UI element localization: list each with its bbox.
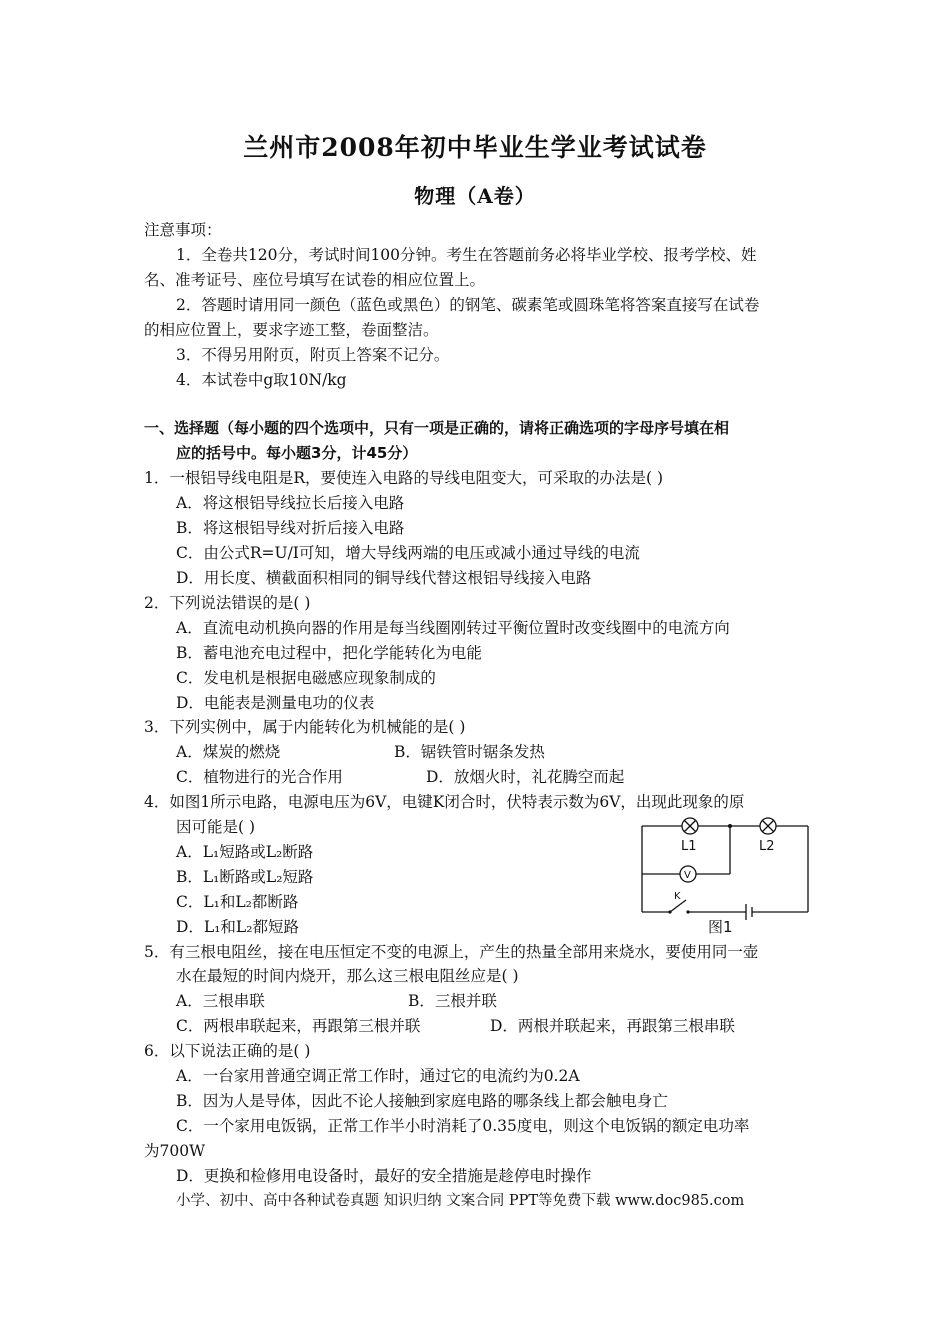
notes-item-2-cont: 的相应位置上，要求字迹工整，卷面整洁。 [144,321,439,339]
notes-item-3: 3．不得另用附页，附页上答案不记分。 [176,346,450,364]
question-1-option-d: D．用长度、横截面积相同的铜导线代替这根铝导线接入电路 [176,569,592,587]
circuit-diagram-figure-1 [636,814,814,938]
question-6-option-c-cont: 为700W [144,1142,206,1160]
question-5-stem-cont: 水在最短的时间内烧开，那么这三根电阻丝应是( ) [176,967,519,985]
question-3-stem: 3．下列实例中，属于内能转化为机械能的是( ) [144,718,466,736]
notes-item-1: 1．全卷共120分，考试时间100分钟。考生在答题前务必将毕业学校、报考学校、姓 [176,246,757,264]
notes-item-1-cont: 名、准考证号、座位号填写在试卷的相应位置上。 [144,271,486,289]
question-1-stem: 1．一根铝导线电阻是R，要使连入电路的导线电阻变大，可采取的办法是( ) [144,469,664,487]
notes-heading: 注意事项： [144,221,222,239]
question-6-option-a: A．一台家用普通空调正常工作时，通过它的电流约为0.2A [176,1067,580,1085]
question-6-stem: 6．以下说法正确的是( ) [144,1042,311,1060]
question-4-option-d: D．L₁和L₂都短路 [176,918,299,936]
question-5-option-b: B．三根并联 [408,992,497,1010]
figure-caption: 图1 [708,918,733,936]
exam-subtitle: 物理（A卷） [414,184,536,208]
question-5-option-a: A．三根串联 [176,992,265,1010]
question-6-option-c: C．一个家用电饭锅，正常工作半小时消耗了0.35度电，则这个电饭锅的额定电功率 [176,1117,750,1135]
footer-note: 小学、初中、高中各种试卷真题 知识归纳 文案合同 PPT等免费下载 www.doc985.com [176,1193,745,1209]
question-2-option-d: D．电能表是测量电功的仪表 [176,694,375,712]
question-1-option-b: B．将这根铝导线对折后接入电路 [176,519,405,537]
question-3-option-b: B．锯铁管时锯条发热 [394,743,545,761]
voltmeter-label: V [684,870,691,881]
junction-dot [728,824,732,828]
question-3-option-a: A．煤炭的燃烧 [176,743,281,761]
question-6-option-b: B．因为人是导体，因此不论人接触到家庭电路的哪条线上都会触电身亡 [176,1092,668,1110]
question-4-stem: 4．如图1所示电路，电源电压为6V，电键K闭合时，伏特表示数为6V，出现此现象的原 [144,793,745,811]
lamp-l2-label: L2 [759,839,775,854]
question-2-option-c: C．发电机是根据电磁感应现象制成的 [176,669,436,687]
question-4-option-c: C．L₁和L₂都断路 [176,893,299,911]
switch-contact-dot [668,910,671,913]
section-heading-cont: 应的括号中。每小题3分，计45分） [176,444,418,462]
notes-item-4: 4．本试卷中g取10N/kg [176,371,347,389]
question-5-option-c: C．两根串联起来，再跟第三根并联 [176,1017,421,1035]
section-heading: 一、选择题（每小题的四个选项中，只有一项是正确的，请将正确选项的字母序号填在相 [144,419,730,437]
lamp-l1-label: L1 [681,839,697,854]
question-4-option-b: B．L₁断路或L₂短路 [176,868,314,886]
question-6-option-d: D．更换和检修用电设备时，最好的安全措施是趁停电时操作 [176,1167,592,1185]
question-5-option-d: D．两根并联起来，再跟第三根串联 [490,1017,735,1035]
question-4-stem-cont: 因可能是( ) [176,818,256,836]
question-2-option-b: B．蓄电池充电过程中，把化学能转化为电能 [176,644,482,662]
question-2-stem: 2．下列说法错误的是( ) [144,594,311,612]
switch-k-label: K [674,891,681,902]
question-3-option-d: D．放烟火时，礼花腾空而起 [426,768,625,786]
question-4-option-a: A．L₁短路或L₂断路 [176,843,314,861]
question-3-option-c: C．植物进行的光合作用 [176,768,343,786]
question-1-option-c: C．由公式R=U/I可知，增大导线两端的电压或减小通过导线的电流 [176,544,640,562]
switch-contact-dot [686,910,689,913]
question-1-option-a: A．将这根铝导线拉长后接入电路 [176,494,405,512]
notes-item-2: 2．答题时请用同一颜色（蓝色或黑色）的钢笔、碳素笔或圆珠笔将答案直接写在试卷 [176,296,760,314]
question-2-option-a: A．直流电动机换向器的作用是每当线圈刚转过平衡位置时改变线圈中的电流方向 [176,619,730,637]
question-5-stem: 5．有三根电阻丝，接在电压恒定不变的电源上，产生的热量全部用来烧水，要使用同一壶 [144,943,759,961]
exam-title: 兰州市2008年初中毕业生学业考试试卷 [243,133,707,162]
